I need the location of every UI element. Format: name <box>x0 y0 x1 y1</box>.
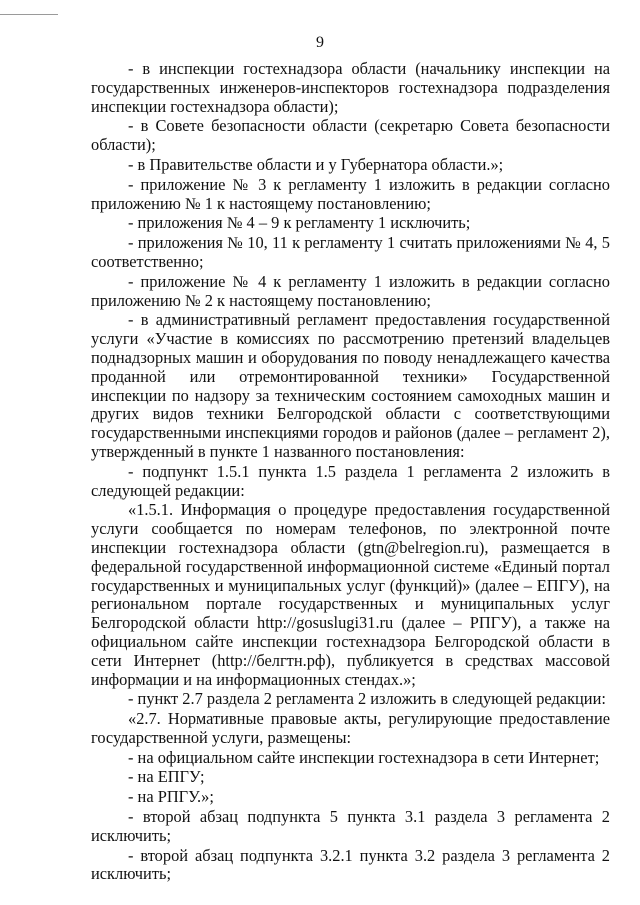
paragraph-info-procedure: «1.5.1. Информация о процедуре предоставления государственной услуги сообщается по номерам телефонов, по электронной почте инспекции гостехнадзора области (gtn@belregion.ru), размещается в федеральной государственной информационной системе «Единый портал государственных и муниципальных услуг (функций)» (далее – ЕПГУ), на региональном портале государственных и муниципальных услуг Белгородской области http://gosuslugi31.ru (далее – РПГУ), а также на официальном сайте инспекции гостехнадзора Белгородской области в сети Интернет (http://белгтн.рф), публикуется в средствах массовой информации и на информационных стендах.»; <box>91 500 610 689</box>
paragraph-exclude-subclause-3-2-1: - второй абзац подпункта 3.2.1 пункта 3.2 раздела 3 регламента 2 исключить; <box>91 845 610 884</box>
top-edge-rule <box>0 14 58 15</box>
paragraph-subclause-1-5-1: - подпункт 1.5.1 пункта 1.5 раздела 1 регламента 2 изложить в следующей редакции: <box>91 461 610 500</box>
paragraph-appendices-10-11: - приложения № 10, 11 к регламенту 1 считать приложениями № 4, 5 соответственно; <box>91 233 610 271</box>
list-item-epgu: - на ЕПГУ; <box>128 767 205 787</box>
paragraph-inspection-list: - в инспекции гостехнадзора области (начальнику инспекции на государственных инженеров-инспекторов гостехнадзора подразделения инспекции гостехнадзора области); <box>91 59 610 116</box>
paragraph-government: - в Правительстве области и у Губернатора области.»; <box>128 154 504 174</box>
paragraph-security-council: - в Совете безопасности области (секретарю Совета безопасности области); <box>91 116 610 155</box>
paragraph-exclude-subclause-5: - второй абзац подпункта 5 пункта 3.1 раздела 3 регламента 2 исключить; <box>91 807 610 845</box>
page-number: 9 <box>316 34 324 51</box>
paragraph-appendix-4: - приложение № 4 к регламенту 1 изложить в редакции согласно приложению № 2 к настоящему постановлению; <box>91 271 610 310</box>
list-item-rpgu: - на РПГУ.»; <box>128 787 214 807</box>
paragraph-admin-regulation: - в административный регламент предоставления государственной услуги «Участие в комиссиях по рассмотрению претензий владельцев поднадзорных машин и оборудования по поводу ненадлежащего качества проданной или отремонтированной техники» Государственной инспекции по надзору за техническим состоянием самоходных машин и других видов техники Белгородской области с соответствующими государственными инспекциями городов и районов (далее – регламент 2), утвержденный в пункте 1 названного постановления: <box>91 310 610 461</box>
paragraph-clause-2-7: - пункт 2.7 раздела 2 регламента 2 изложить в следующей редакции: <box>128 689 606 709</box>
paragraph-normative-acts: «2.7. Нормативные правовые акты, регулирующие предоставление государственной услуги, размещены: <box>91 709 610 747</box>
paragraph-appendix-3: - приложение № 3 к регламенту 1 изложить в редакции согласно приложению № 1 к настоящему постановлению; <box>91 174 610 213</box>
document-body <box>91 60 610 885</box>
list-item-official-site: - на официальном сайте инспекции гостехнадзора в сети Интернет; <box>128 747 600 767</box>
paragraph-appendices-4-9: - приложения № 4 – 9 к регламенту 1 исключить; <box>128 213 471 233</box>
